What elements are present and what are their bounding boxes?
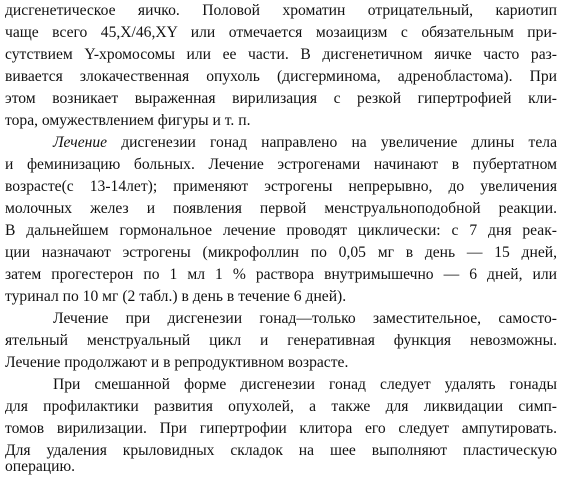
text-line: Лечение при дисгенезии гонад—только заместительное, самосто- bbox=[53, 310, 557, 327]
text-line: этом возникает выраженная вирилизация с резкой гипертрофией кли- bbox=[5, 90, 557, 107]
text-line: ятельный менструальный цикл и генеративная функция невозможны. bbox=[5, 332, 557, 349]
text-span: дисгенезии гонад направлено на увеличение длины тела bbox=[107, 134, 557, 151]
text-line: Для удаления крыловидных складок на шее выполняют пластическую bbox=[5, 442, 557, 459]
text-line: томов вирилизации. При гипертрофии клитора его следует ампутировать. bbox=[5, 420, 557, 437]
text-line: операцию. bbox=[5, 458, 76, 475]
text-line: чаще всего 45,X/46,XY или отмечается мозаицизм с обязательным при- bbox=[5, 24, 557, 41]
text-line: При смешанной форме дисгенезии гонад следует удалять гонады bbox=[53, 376, 557, 393]
text-line: вивается злокачественная опухоль (дисгерминома, адренобластома). При bbox=[5, 68, 557, 85]
treatment-lead-term: Лечение bbox=[53, 134, 108, 151]
text-line: молочных желез и появления первой менструальноподобной реакции. bbox=[5, 200, 557, 217]
text-line: для профилактики развития опухолей, а также для ликвидации симп- bbox=[5, 398, 557, 415]
text-line: тора, омужествлением фигуры и т. п. bbox=[5, 112, 251, 129]
text-line: и феминизацию больных. Лечение эстрогенами начинают в пубертатном bbox=[5, 156, 557, 173]
text-line bbox=[53, 132, 557, 154]
text-line: затем прогестерон по 1 мл 1 % раствора внутримышечно — 6 дней, или bbox=[5, 266, 557, 283]
text-line: возрасте(с 13-14лет); применяют эстрогены непрерывно, до увеличения bbox=[5, 178, 557, 195]
text-line: туринал по 10 мг (2 табл.) в день в течение 6 дней). bbox=[5, 288, 347, 305]
text-line: Лечение продолжают и в репродуктивном возрасте. bbox=[5, 354, 349, 371]
text-line: В дальнейшем гормональное лечение проводят циклически: с 7 дня реак- bbox=[5, 222, 557, 239]
text-line: дисгенетическое яичко. Половой хроматин отрицательный, кариотип bbox=[5, 2, 557, 19]
text-line: сутствием Y-хромосомы или ее части. В дисгенетичном яичке часто раз- bbox=[5, 46, 557, 63]
text-line: ции назначают эстрогены (микрофоллин по 0,05 мг в день — 15 дней, bbox=[5, 244, 557, 261]
